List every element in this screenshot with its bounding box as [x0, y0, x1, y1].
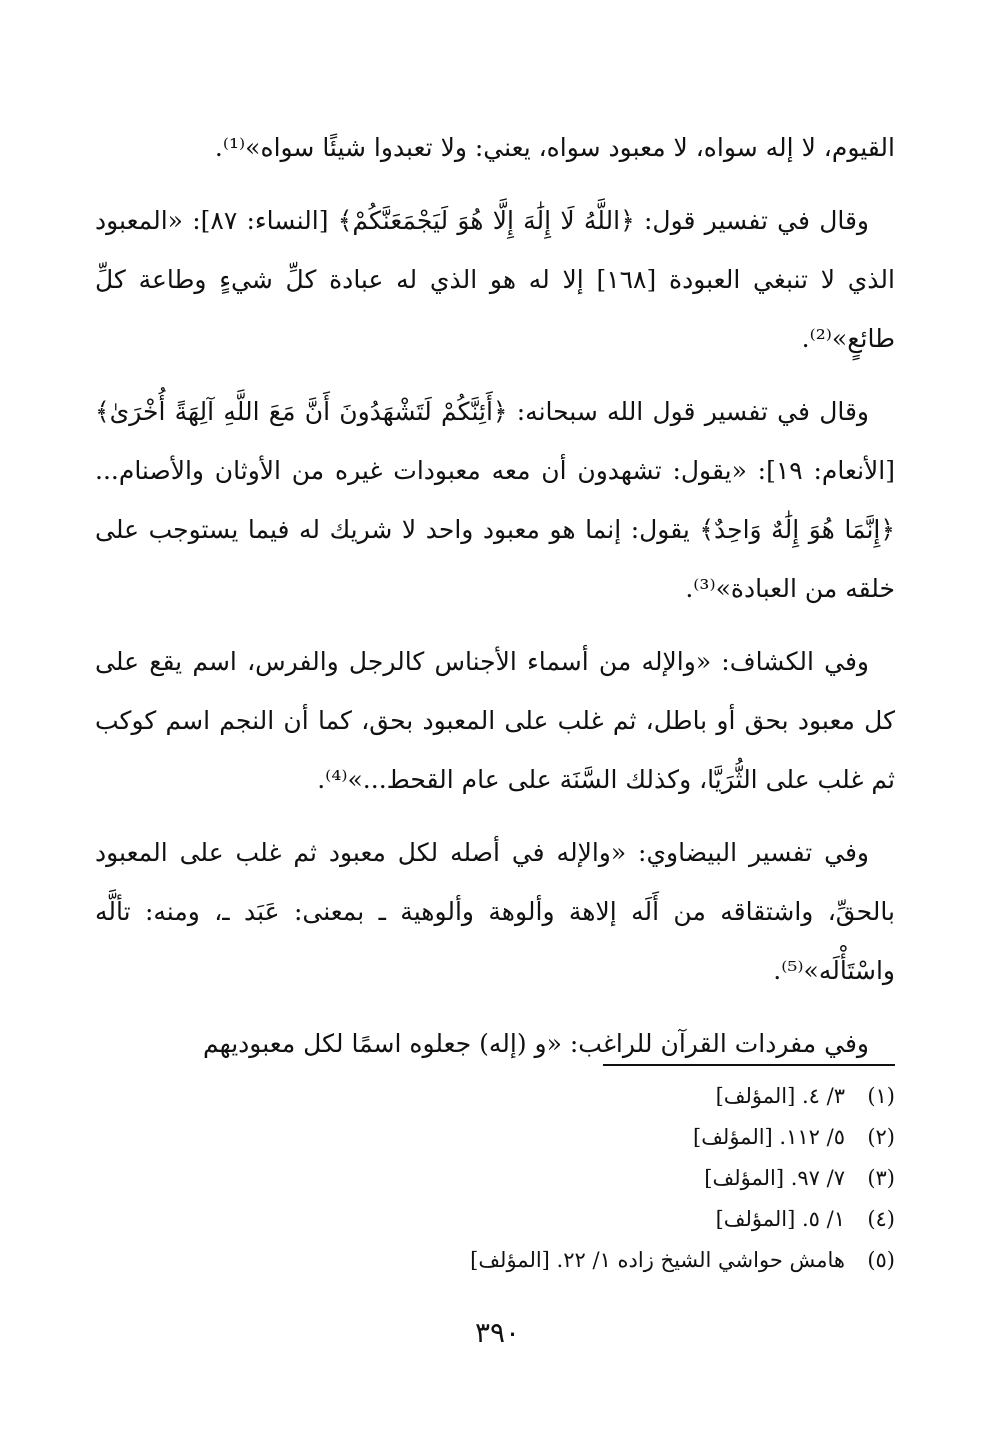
footnote-number: (٢) — [867, 1125, 895, 1149]
paragraph: وفي مفردات القرآن للراغب: «و (إله) جعلوه اسمًا لكل معبوديهم — [203, 1029, 869, 1058]
paragraph: وفي الكشاف: «والإله من أسماء الأجناس كالرجل والفرس، اسم يقع على كل معبود بحق أو باطل، ثم غلب على المعبود بحق، كما أن النجم اسم كوكب ثم غلب على الثُّرَيَّا، وكذلك السَّنَة على عام القحط...»⁽⁴⁾. — [95, 647, 895, 794]
footnote-text: ٣/ ٤. [المؤلف] — [715, 1084, 845, 1108]
footnote-item — [95, 1076, 895, 1117]
main-text — [95, 118, 895, 1087]
footnote-text: هامش حواشي الشيخ زاده ١/ ٢٢. [المؤلف] — [470, 1248, 845, 1272]
footnote-item — [95, 1117, 895, 1158]
footnote-separator — [603, 1064, 895, 1066]
paragraph: القيوم، لا إله سواه، لا معبود سواه، يعني: ولا تعبدوا شيئًا سواه»⁽¹⁾. — [214, 133, 895, 162]
footnote-item — [95, 1199, 895, 1240]
footnote-text: ٥/ ١١٢. [المؤلف] — [693, 1125, 845, 1149]
paragraph: وفي تفسير البيضاوي: «والإله في أصله لكل معبود ثم غلب على المعبود بالحقِّ، واشتقاقه من أَلَه إلاهة وألوهة وألوهية ـ بمعنى: عَبَد ـ، ومنه: تألَّه واسْتَأْلَه»⁽⁵⁾. — [95, 838, 895, 985]
footnote-text: ١/ ٥. [المؤلف] — [715, 1207, 845, 1231]
footnote-number: (١) — [867, 1084, 895, 1108]
paragraph: وقال في تفسير قول: ﴿اللَّهُ لَا إِلَٰهَ إِلَّا هُوَ لَيَجْمَعَنَّكُمْ﴾ [النساء: ٨٧]: «المعبود الذي لا تنبغي العبودة [١٦٨] إلا له هو الذي له عبادة كلِّ شيءٍ وطاعة كلِّ طائعٍ»⁽²⁾. — [95, 206, 895, 353]
footnote-number: (٥) — [867, 1248, 895, 1272]
footnote-text: ٧/ ٩٧. [المؤلف] — [704, 1166, 845, 1190]
footnote-item — [95, 1158, 895, 1199]
paragraph: وقال في تفسير قول الله سبحانه: ﴿أَئِنَّكُمْ لَتَشْهَدُونَ أَنَّ مَعَ اللَّهِ آلِهَةً أُخْرَىٰ﴾ [الأنعام: ١٩]: «يقول: تشهدون أن معه معبودات غيره من الأوثان والأصنام... ﴿إِنَّمَا هُوَ إِلَٰهٌ وَاحِدٌ﴾ يقول: إنما هو معبود واحد لا شريك له فيما يستوجب على خلقه من العبادة»⁽³⁾. — [95, 397, 895, 603]
footnote-number: (٣) — [867, 1166, 895, 1190]
footnote-item — [95, 1240, 895, 1281]
page-number: ٣٩٠ — [474, 1316, 521, 1349]
footnotes — [95, 1076, 895, 1281]
footnote-number: (٤) — [867, 1207, 895, 1231]
